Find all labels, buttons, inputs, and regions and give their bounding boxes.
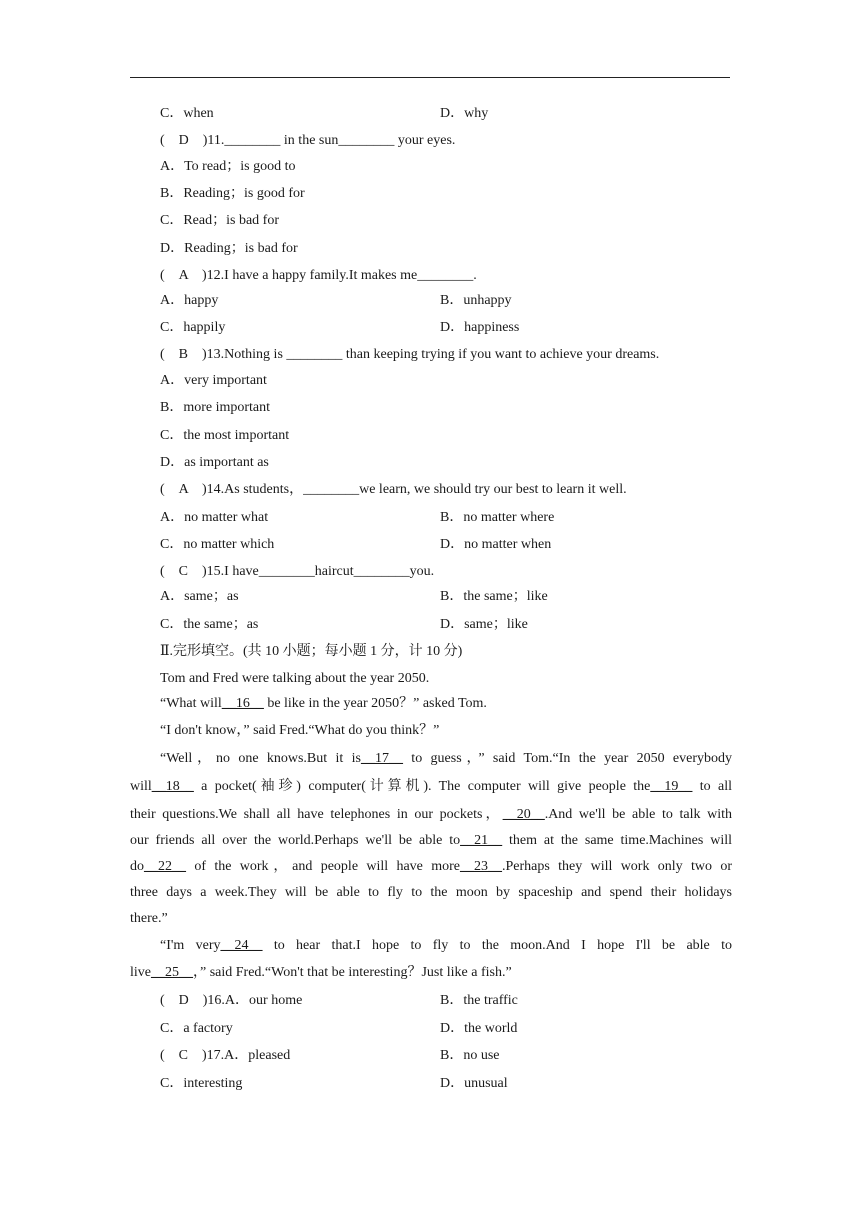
passage-line: our friends all over the world.Perhaps we'll be able to__21__ them at the same time.Machines will (130, 833, 733, 848)
question-line: A．To read；is good to (160, 159, 296, 174)
passage-line: Tom and Fred were talking about the year 2050. (160, 671, 430, 686)
passage-line: “I'm very__24__ to hear that.I hope to fly to the moon.And I hope I'll be able to (160, 938, 732, 953)
answer-option-right: D．the world (440, 1021, 518, 1036)
question-line: C．the most important (160, 428, 290, 443)
answer-line: ( C )17.A．pleased (160, 1048, 291, 1063)
header-rule (130, 77, 730, 78)
question-line: ( B )13.Nothing is ________ than keeping trying if you want to achieve your dreams. (160, 347, 660, 362)
question-option-right: D．same；like (440, 617, 528, 632)
question-line: A．no matter what (160, 510, 269, 525)
question-option-right: D．why (440, 106, 489, 121)
question-line: A．happy (160, 293, 219, 308)
answer-option-right: B．the traffic (440, 993, 518, 1008)
passage-line: live__25__，” said Fred.“Won't that be interesting？Just like a fish.” (130, 965, 512, 980)
passage-line: “Well，no one knows.But it is__17__ to guess，” said Tom.“In the year 2050 everybody (160, 751, 733, 766)
passage-line: do__22__ of the work，and people will have more__23__.Perhaps they will work only two or (130, 859, 732, 874)
question-line: ( A )12.I have a happy family.It makes me________. (160, 268, 477, 283)
question-line: A．very important (160, 373, 267, 388)
question-line: C．when (160, 106, 214, 121)
answer-option-right: B．no use (440, 1048, 500, 1063)
passage-line: will__18__ a pocket(袖珍) computer(计算机). The computer will give people the__19__ to all (130, 779, 733, 794)
answer-line: C．interesting (160, 1076, 243, 1091)
answer-line: ( D )16.A．our home (160, 993, 303, 1008)
blank-23: __23__ (460, 859, 502, 874)
blank-20: __20__ (502, 807, 545, 822)
passage-line: “What will__16__ be like in the year 2050？” asked Tom. (160, 696, 487, 711)
blank-24: __24__ (220, 938, 263, 953)
question-option-right: B．no matter where (440, 510, 555, 525)
passage-line: three days a week.They will be able to fly to the moon by spaceship and spend their holidays (130, 885, 732, 900)
question-line: C．the same；as (160, 617, 259, 632)
question-line: D．Reading；is bad for (160, 241, 298, 256)
question-line: ( A )14.As students，________we learn, we should try our best to learn it well. (160, 482, 627, 497)
question-line: C．happily (160, 320, 226, 335)
blank-17: __17__ (360, 751, 403, 766)
question-line: ( D )11.________ in the sun________ your eyes. (160, 133, 456, 148)
passage-line: their questions.We shall all have telephones in our pockets，__20__.And we'll be able to talk with (130, 807, 732, 822)
blank-16: __16__ (221, 696, 264, 711)
question-line: B．more important (160, 400, 271, 415)
answer-line: C．a factory (160, 1021, 233, 1036)
question-line: A．same；as (160, 589, 239, 604)
section-heading: Ⅱ.完形填空。(共 10 小题；每小题 1 分，计 10 分) (160, 644, 463, 659)
question-option-right: D．no matter when (440, 537, 552, 552)
blank-18: __18__ (151, 779, 194, 794)
blank-25: __25__ (151, 965, 193, 980)
blank-19: __19__ (650, 779, 693, 794)
question-option-right: B．unhappy (440, 293, 512, 308)
question-line: C．Read；is bad for (160, 213, 279, 228)
blank-21: __21__ (460, 833, 503, 848)
blank-22: __22__ (144, 859, 186, 874)
question-option-right: D．happiness (440, 320, 520, 335)
question-option-right: B．the same；like (440, 589, 548, 604)
question-line: B．Reading；is good for (160, 186, 305, 201)
question-line: ( C )15.I have________haircut________you. (160, 564, 435, 579)
answer-option-right: D．unusual (440, 1076, 508, 1091)
passage-line: there.” (130, 911, 168, 926)
question-line: C．no matter which (160, 537, 275, 552)
question-line: D．as important as (160, 455, 269, 470)
passage-line: “I don't know，” said Fred.“What do you think？” (160, 723, 440, 738)
